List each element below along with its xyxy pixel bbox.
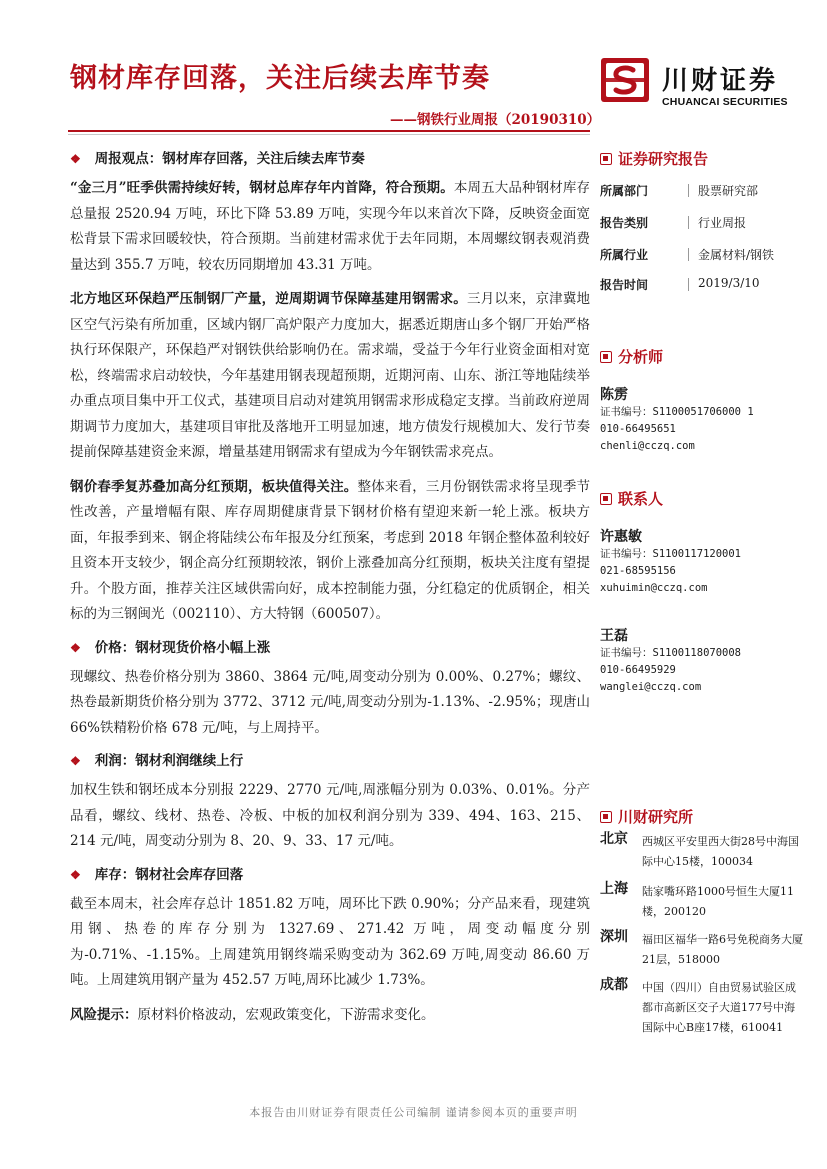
diamond-bullet-icon: ❖ (70, 867, 81, 882)
report-subtitle: ——钢铁行业周报（20190310） (390, 112, 601, 128)
contact-name: 许惠敏 (600, 529, 642, 545)
paragraph-profit: 加权生铁和钢坯成本分别报 2229、2770 元/吨,周涨幅分别为 0.03%、0.01%。分产品看，螺纹、线材、热卷、冷板、中板的加权利润分别为 339、494、163、215、214 元/吨，周变动分别为 8、20、9、33、17 元/吨。 (70, 782, 590, 849)
contact-phone: 021-68595156 (600, 565, 676, 577)
brand-name-cn: 川财证券 (662, 66, 779, 96)
contacts-block (600, 488, 800, 696)
risk-warning: 风险提示：原材料价格波动，宏观政策变化，下游需求变化。 (70, 1006, 435, 1023)
report-info-block: 证券研究报告 所属部门 股票研究部 报告类别 行业周报 所属行业 金属材料/钢铁 报告时间 2019/3/10 (600, 148, 800, 170)
section-heading-profit: ❖ 利润：钢材利润继续上行 (70, 753, 244, 769)
contact-email[interactable]: wanglei@cczq.com (600, 681, 702, 693)
contact-name: 王磊 (600, 628, 628, 644)
analyst-cert: 证书编号：S1100051706000 1 (600, 406, 754, 418)
city-shanghai: 上海 (600, 881, 628, 897)
address-shenzhen: 福田区福华一路6号免税商务大厦21层，518000 (642, 933, 803, 966)
address-chengdu: 中国（四川）自由贸易试验区成都市高新区交子大道177号中海国际中心B座17楼，610041 (642, 981, 796, 1034)
institute-heading: 川财研究所 (600, 806, 800, 828)
diamond-bullet-icon: ❖ (70, 640, 81, 655)
section-heading-stock: ❖ 库存：钢材社会库存回落 (70, 866, 244, 883)
report-title: 钢材库存回落，关注后续去库节奏 (70, 63, 490, 94)
brand-name-en: CHUANCAI SECURITIES (662, 96, 788, 108)
section-heading-price: ❖ 价格：钢材现货价格小幅上涨 (70, 639, 271, 656)
analyst-email[interactable]: chenli@cczq.com (600, 440, 695, 452)
square-bullet-icon (600, 351, 612, 363)
paragraph-view-3: 钢价春季复苏叠加高分红预期，板块值得关注。整体来看，三月份钢铁需求将呈现季节性改善，产量增幅有限、库存周期健康背景下钢材价格有望迎来新一轮上涨。板块方面，年报季到来、钢企将陆续公布年报及分红预案，考虑到 2018 年钢企整体盈利较好且资本开支较少，钢企高分红预期较浓，钢价上涨叠加高分红预期，板块关注度有望提升。个股方面，推荐关注区域供需向好，成本控制能力强，分红稳定的优质钢企，相关标的为三钢闽光（002110）、方大特钢（600507）。 (70, 478, 591, 622)
analyst-block (600, 346, 800, 455)
chuancai-logo-icon (600, 57, 650, 103)
square-bullet-icon (600, 493, 612, 505)
contact-cert: 证书编号：S1100118070008 (600, 647, 742, 659)
address-shanghai: 陆家嘴环路1000号恒生大厦11楼，200120 (642, 885, 794, 918)
square-bullet-icon (600, 811, 612, 823)
diamond-bullet-icon: ❖ (70, 152, 81, 166)
address-beijing: 西城区平安里西大街28号中海国际中心15楼，100034 (642, 835, 799, 868)
section-heading-view: ❖ 周报观点：钢材库存回落，关注后续去库节奏 (70, 151, 365, 167)
header-divider (68, 130, 590, 132)
paragraph-view-2: 北方地区环保趋严压制钢厂产量，逆周期调节保障基建用钢需求。三月以来，京津冀地区空气污染有所加重，区域内钢厂高炉限产力度加大，据悉近期唐山多个钢厂开始严格执行环保限产，环保趋严对钢铁供给影响仍在。需求端，受益于今年行业资金面相对宽松，终端需求启动较快，今年基建用钢表现超预期，近期河南、山东、浙江等地陆续举办重点项目集中开工仪式，基建项目启动对建筑用钢需求形成稳定支撑。当前政府逆周期调节力度加大，基建项目审批及落地开工明显加速，地方债发行规模加大、发行节奏提前保障基建资金来源，增量基建用钢需求有望成为今年钢铁需求亮点。 (70, 291, 591, 460)
footer-disclaimer: 本报告由川财证券有限责任公司编制 谨请参阅本页的重要声明 (249, 1106, 578, 1119)
contact-cert: 证书编号：S1100117120001 (600, 548, 742, 560)
contact-email[interactable]: xuhuimin@cczq.com (600, 582, 708, 594)
institute-block (600, 806, 803, 1034)
contacts-heading: 联系人 (600, 488, 800, 510)
report-info-heading: 证券研究报告 (600, 148, 800, 170)
city-chengdu: 成都 (600, 977, 628, 993)
header-divider-thin (68, 134, 590, 135)
city-shenzhen: 深圳 (600, 929, 628, 945)
paragraph-view-1: “金三月”旺季供需持续好转，钢材总库存年内首降，符合预期。本周五大品种钢材库存总量报 2520.94 万吨，环比下降 53.89 万吨，实现今年以来首次下降，反映资金面宽松背景下需求回暖较快，符合预期。当前建材需求优于去年同期，本周螺纹钢表观消费量达到 355.7 万吨，较农历同期增加 43.31 万吨。 (70, 180, 591, 273)
analyst-phone: 010-66495651 (600, 423, 676, 435)
contact-phone: 010-66495929 (600, 664, 676, 676)
diamond-bullet-icon: ❖ (70, 754, 81, 768)
square-bullet-icon (600, 153, 612, 165)
main-content (70, 148, 590, 1037)
analyst-heading: 分析师 (600, 346, 800, 368)
analyst-name: 陈雳 (600, 387, 628, 403)
paragraph-price: 现螺纹、热卷价格分别为 3860、3864 元/吨,周变动分别为 0.00%、0.27%；螺纹、热卷最新期货价格分别为 3772、3712 元/吨,周变动分别为-1.13%、-2.95%；现唐山 66%铁精粉价格 678 元/吨，与上周持平。 (70, 668, 590, 736)
city-beijing: 北京 (600, 831, 628, 847)
paragraph-stock: 截至本周末，社会库存总计 1851.82 万吨，周环比下跌 0.90%；分产品来看，现建筑用钢、热卷的库存分别为 1327.69、271.42 万吨，周变动幅度分别为-0.71%、-1.15%。上周建筑用钢终端采购变动为 362.69 万吨,周变动 86.60 万吨。上周建筑用钢产量为 452.57 万吨,周环比减少 1.73%。 (70, 895, 590, 988)
